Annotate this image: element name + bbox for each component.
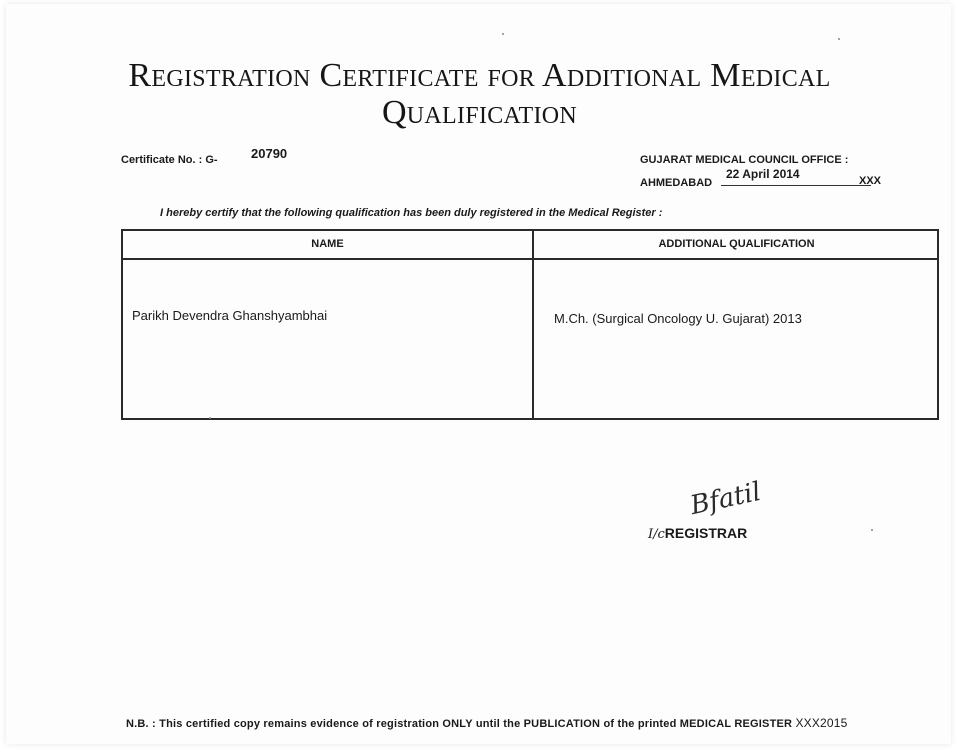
scan-speck — [838, 38, 840, 40]
footnote-text: N.B. : This certified copy remains evidence of registration ONLY until the PUBLICATION of the printed MEDICAL REGISTER — [126, 718, 793, 730]
header-qualification: ADDITIONAL QUALIFICATION — [658, 238, 815, 250]
registrant-name: Parikh Devendra Ghanshyambhai — [132, 308, 328, 323]
scan-speck — [502, 33, 504, 35]
scan-speck — [871, 529, 873, 531]
certificate-title-continued: Qualification — [381, 94, 578, 131]
scan-speck — [209, 417, 211, 419]
registrant-qualification: M.Ch. (Surgical Oncology U. Gujarat) 2013 — [554, 311, 802, 326]
council-office-name: GUJARAT MEDICAL COUNCIL OFFICE : — [640, 154, 849, 166]
registrar-label: REGISTRAR — [664, 525, 748, 541]
date-underline — [721, 185, 871, 186]
in-charge-prefix: I/c — [648, 527, 665, 542]
qualification-table — [121, 229, 939, 420]
certify-statement: I hereby certify that the following qualification has been duly registered in the Medical Register : — [160, 207, 663, 219]
certificate-number: 20790 — [251, 146, 288, 161]
council-office-city: AHMEDABAD — [640, 177, 713, 189]
footnote — [126, 716, 848, 730]
header-name: NAME — [311, 238, 344, 250]
registrar-title — [648, 525, 747, 542]
redacted-year-code: XXX — [859, 175, 882, 187]
issue-date: 22 April 2014 — [726, 167, 800, 181]
header-divider — [123, 258, 937, 260]
certificate-number-label: Certificate No. : G- — [121, 154, 218, 166]
footnote-year: XXX2015 — [795, 716, 848, 730]
registrar-signature: Bfatil — [687, 476, 764, 522]
certificate-title: Registration Certificate for Additional Medical — [128, 57, 831, 94]
